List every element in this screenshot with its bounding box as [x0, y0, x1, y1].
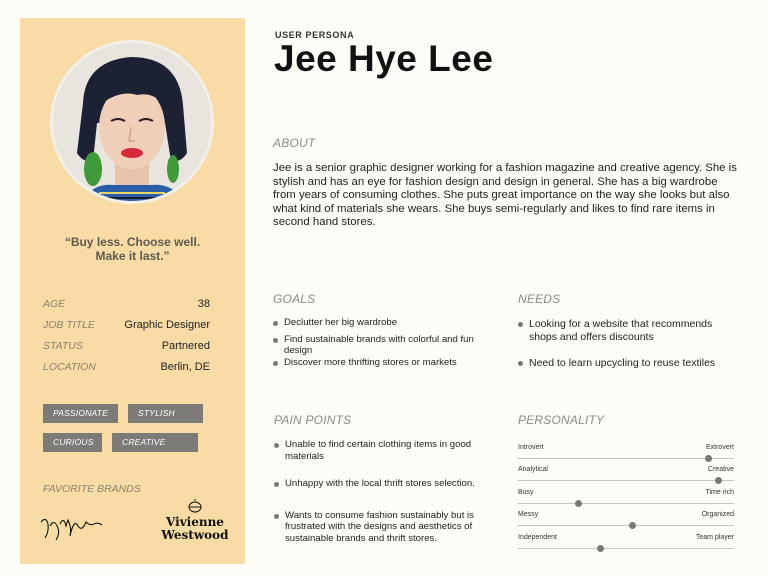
trait-track	[518, 458, 734, 459]
tag-creative: CREATIVE	[112, 433, 198, 452]
yohji-yamamoto-logo	[38, 508, 104, 544]
persona-name: Jee Hye Lee	[274, 38, 494, 79]
trait-slider	[518, 489, 734, 507]
goals-title: GOALS	[273, 292, 316, 306]
westwood-logo-line1: Vivienne	[166, 515, 224, 529]
trait-track	[518, 525, 734, 526]
favorite-brands-label: FAVORITE BRANDS	[43, 483, 141, 495]
list-item: Discover more thrifting stores or markets	[273, 357, 488, 369]
trait-knob	[575, 500, 582, 507]
avatar	[50, 40, 214, 204]
pain-points-title: PAIN POINTS	[274, 413, 352, 427]
goals-list	[273, 317, 488, 368]
pain-points-list	[274, 439, 484, 544]
list-item: Declutter her big wardrobe	[273, 317, 488, 329]
location-label: LOCATION	[43, 361, 96, 373]
about-title: ABOUT	[273, 136, 316, 150]
status-label: STATUS	[43, 340, 83, 352]
trait-right-label: Creative	[707, 466, 734, 473]
trait-track	[518, 503, 734, 504]
list-item: Wants to consume fashion sustainably but is frustrated with the designs and aesthetics of sustainable brands and thrift stores.	[274, 510, 484, 545]
persona-label: USER PERSONA	[275, 30, 355, 40]
trait-track	[518, 480, 734, 481]
trait-knob	[597, 545, 604, 552]
age-label: AGE	[43, 298, 66, 310]
job-title-value: Graphic Designer	[124, 319, 210, 331]
trait-slider	[518, 511, 734, 529]
trait-slider	[518, 444, 734, 462]
trait-right-label: Time rich	[705, 489, 734, 496]
job-title-label: JOB TITLE	[43, 319, 95, 331]
tag-curious: CURIOUS	[43, 433, 102, 452]
vivienne-westwood-logo	[160, 498, 230, 544]
needs-list	[518, 318, 733, 370]
status-value: Partnered	[161, 340, 210, 352]
trait-right-label: Extrovert	[705, 444, 734, 451]
list-item: Need to learn upcycling to reuse textiles	[518, 357, 733, 370]
trait-knob	[705, 455, 712, 462]
trait-knob	[715, 477, 722, 484]
list-item: Find sustainable brands with colorful and fun design	[273, 334, 488, 357]
tag-passionate: PASSIONATE	[43, 404, 118, 423]
trait-left-label: Messy	[518, 511, 539, 518]
location-value: Berlin, DE	[160, 361, 210, 373]
needs-title: NEEDS	[518, 292, 561, 306]
westwood-logo-line2: Westwood	[161, 528, 229, 542]
trait-right-label: Organized	[701, 511, 734, 518]
trait-track	[518, 548, 734, 549]
trait-knob	[629, 522, 636, 529]
trait-slider	[518, 466, 734, 484]
trait-left-label: Introvert	[518, 444, 544, 451]
age-value: 38	[197, 298, 210, 310]
trait-right-label: Team player	[695, 534, 734, 541]
personality-title: PERSONALITY	[518, 413, 605, 427]
list-item: Unable to find certain clothing items in good materials	[274, 439, 484, 462]
trait-left-label: Busy	[518, 489, 534, 496]
list-item: Looking for a website that recommends shops and offers discounts	[518, 318, 733, 343]
trait-left-label: Independent	[518, 534, 557, 541]
list-item: Unhappy with the local thrift stores selection.	[274, 478, 484, 490]
persona-quote: “Buy less. Choose well. Make it last.”	[64, 235, 201, 263]
about-text: Jee is a senior graphic designer working for a fashion magazine and creative agency. She is stylish and has an eye for fashion design and design in general. She has a big wardrobe from years of consuming clothes. She puts great importance on the way she looks but also what kind of materials she wears. She buys semi-regularly and likes to find rare items in second hand stores.	[273, 162, 737, 229]
tag-stylish: STYLISH	[128, 404, 203, 423]
trait-left-label: Analytical	[518, 466, 548, 473]
trait-slider	[518, 534, 734, 552]
